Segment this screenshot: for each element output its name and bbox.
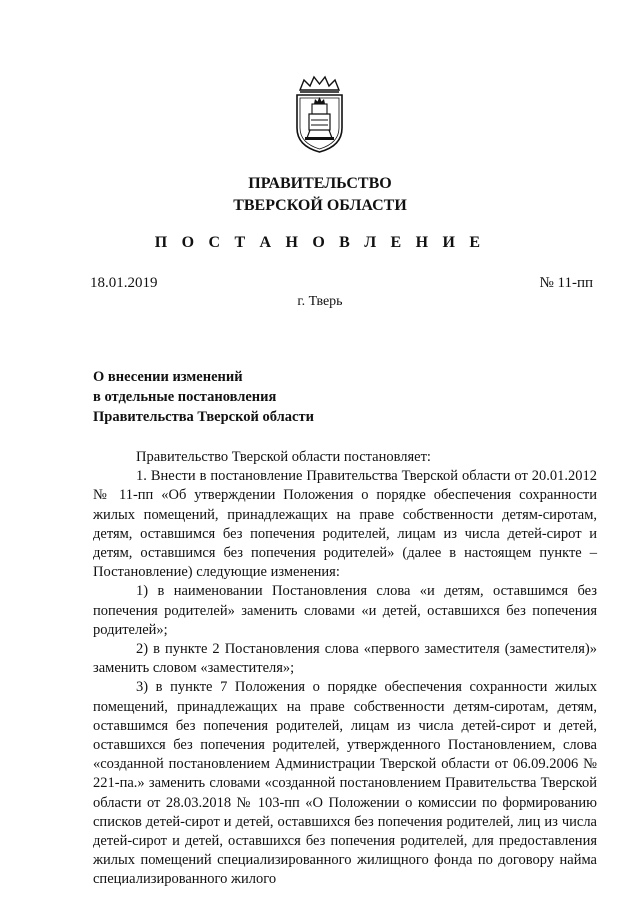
body-paragraph-subitem-3: 3) в пункте 7 Положения о порядке обеспечения сохранности жилых помещений, принадлежащих на праве собственности детям-сиротам, детям, оставшимся без попечения родителей, лицам из числа детей-сирот и детей, оставшихся без попечения родителей, утвержденного Постановлением, слова «созданной постановлением Администрации Тверской области от 06.09.2006 № 221-па.» заменить словами «созданной постановлением Правительства Тверской области от 28.03.2018 № 103-пп «О Положении о комиссии по формированию списков детей-сирот и детей, оставшихся без попечения родителей, лиц из числа детей-сирот и детей, оставшихся без попечения родителей, для предоставления жилых помещений специализированного жилищного фонда по договору найма специализированного жилого (93, 679, 597, 888)
subject-line-2: в отдельные постановления (93, 389, 277, 405)
body-paragraph-subitem-2: 2) в пункте 2 Постановления слова «первого заместителя (заместителя)» заменить словом «заместителя»; (93, 641, 597, 677)
document-subject (93, 367, 314, 427)
document-city: г. Тверь (297, 294, 343, 309)
subject-line-1: О внесении изменений (93, 369, 243, 385)
body-paragraph-subitem-1: 1) в наименовании Постановления слова «и детям, оставшимся без попечения родителей» заменить словами «и детей, оставшихся без попечения родителей»; (93, 583, 597, 638)
subject-line-3: Правительства Тверской области (93, 409, 314, 425)
document-number: № 11-пп (539, 275, 593, 291)
government-title-line-2: ТВЕРСКОЙ ОБЛАСТИ (233, 197, 407, 214)
government-title-line-1: ПРАВИТЕЛЬСТВО (248, 175, 392, 192)
document-body (93, 448, 597, 890)
document-date: 18.01.2019 (90, 275, 158, 291)
body-paragraph-item-1: 1. Внести в постановление Правительства Тверской области от 20.01.2012 № 11-пп «Об утверждении Положения о порядке обеспечения сохранности жилых помещений, принадлежащих на праве собственности детям-сиротам, детям, оставшимся без попечения родителей, лицам из числа детей-сирот и детям, оставшимся без попечения родителей» (далее в настоящем пункте – Постановление) следующие изменения: (93, 468, 597, 581)
document-type: П О С Т А Н О В Л Е Н И Е (154, 234, 486, 251)
tver-coat-of-arms-icon (292, 74, 347, 154)
body-paragraph-intro: Правительство Тверской области постановляет: (136, 449, 431, 465)
government-title (0, 173, 640, 217)
